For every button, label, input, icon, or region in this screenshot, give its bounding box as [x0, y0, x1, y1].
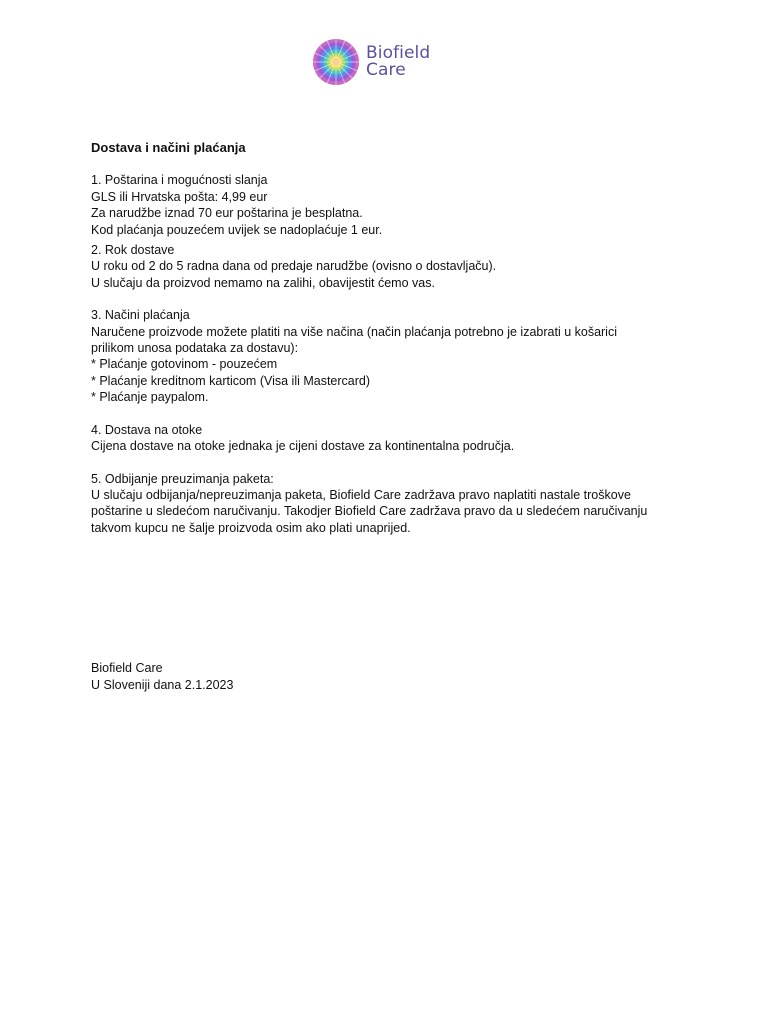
section-line: takvom kupcu ne šalje proizvoda osim ako plati unaprijed. — [91, 520, 411, 535]
section-line: Naručene proizvode možete platiti na više načina (način plaćanja potrebno je izabrati u košarici — [91, 324, 617, 339]
section-line: poštarine u sledećom naručivanju. Takodjer Biofield Care zadržava pravo da u sledećem naručivanju — [91, 504, 648, 519]
section-line: prilikom unosa podataka za dostavu): — [91, 341, 299, 356]
signature-company: Biofield Care — [91, 661, 163, 676]
rainbow-mandala-icon — [312, 38, 360, 86]
section-line: U roku od 2 do 5 radna dana od predaje narudžbe (ovisno o dostavljaču). — [91, 259, 497, 274]
section-line: Kod plaćanja pouzećem uvijek se nadoplaćuje 1 eur. — [91, 222, 383, 237]
section-heading: 5. Odbijanje preuzimanja paketa: — [91, 471, 274, 486]
brand-name — [366, 45, 430, 79]
section-line: Za narudžbe iznad 70 eur poštarina je besplatna. — [91, 206, 363, 221]
signature-block — [91, 660, 691, 693]
document-title: Dostava i načini plaćanja — [91, 140, 246, 155]
section-line: * Plaćanje paypalom. — [91, 390, 209, 405]
section-line: * Plaćanje gotovinom - pouzećem — [91, 357, 278, 372]
document-body — [91, 140, 691, 693]
section-line: * Plaćanje kreditnom karticom (Visa ili Mastercard) — [91, 373, 371, 388]
section-heading: 4. Dostava na otoke — [91, 422, 203, 437]
section-island-delivery — [91, 422, 691, 455]
signature-place-date: U Sloveniji dana 2.1.2023 — [91, 677, 234, 692]
section-delivery-time — [91, 242, 691, 291]
section-heading: 1. Poštarina i mogućnosti slanja — [91, 173, 268, 188]
section-payment-methods — [91, 307, 691, 405]
section-heading: 3. Načini plaćanja — [91, 308, 190, 323]
section-line: Cijena dostave na otoke jednaka je cijeni dostave za kontinentalna područja. — [91, 439, 515, 454]
brand-name-line1: Biofield — [366, 43, 431, 63]
section-heading: 2. Rok dostave — [91, 243, 175, 258]
section-line: U slučaju odbijanja/nepreuzimanja paketa, Biofield Care zadržava pravo naplatiti nastale troškove — [91, 487, 631, 502]
section-line: U slučaju da proizvod nemamo na zalihi, obavijestit ćemo vas. — [91, 275, 435, 290]
section-shipping-costs — [91, 172, 691, 238]
brand-logo — [312, 38, 430, 86]
brand-name-line2: Care — [366, 60, 406, 80]
section-package-refusal — [91, 471, 691, 537]
section-line: GLS ili Hrvatska pošta: 4,99 eur — [91, 189, 268, 204]
